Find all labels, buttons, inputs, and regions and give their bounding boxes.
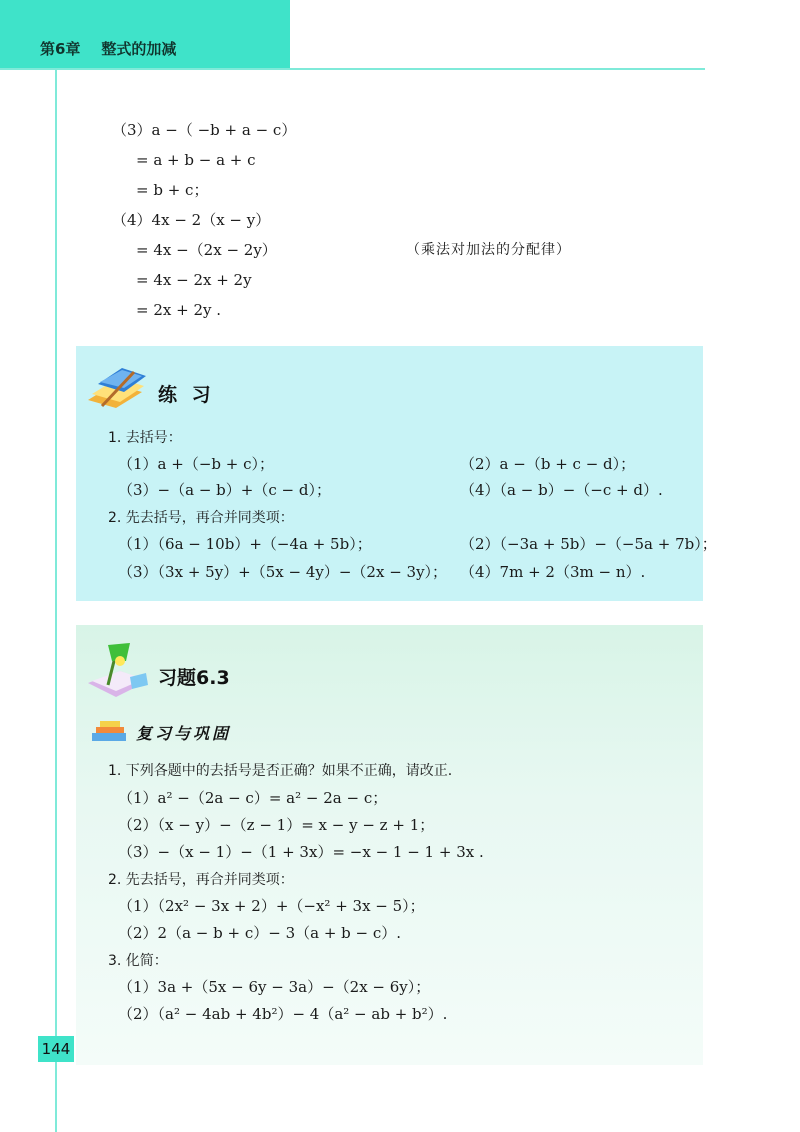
solution-line: = 4x −（2x − 2y） [136, 241, 277, 259]
practice-q2: 2. 先去括号，再合并同类项： [108, 510, 294, 526]
practice-q2-item: （1）（6a − 10b）+（−4a + 5b）； [118, 535, 372, 553]
solution-line: = a + b − a + c [136, 151, 256, 169]
practice-q2-item: （3）（3x + 5y）+（5x − 4y）−（2x − 3y）； [118, 563, 448, 581]
chapter-title [40, 38, 176, 59]
exercise-q1: 1. 下列各题中的去括号是否正确？如果不正确，请改正. [108, 763, 453, 779]
books-icon [84, 362, 148, 412]
practice-q1-item: （2）a −（b + c − d）； [460, 455, 636, 473]
exercise-section [76, 625, 703, 1065]
review-books-icon [90, 719, 130, 743]
exercise-q3-item: （1）3a +（5x − 6y − 3a）−（2x − 6y）； [118, 978, 431, 996]
practice-q1: 1. 去括号： [108, 430, 182, 446]
exercise-q3-item: （2）（a² − 4ab + 4b²）− 4（a² − ab + b²）. [118, 1005, 448, 1023]
solution-line: （4）4x − 2（x − y） [112, 211, 271, 229]
exercise-q1-item: （2）（x − y）−（z − 1）= x − y − z + 1； [118, 816, 435, 834]
chapter-number: 第6章 [40, 40, 81, 58]
exercise-q3: 3. 化简： [108, 953, 168, 969]
desk-lamp-icon [86, 641, 150, 701]
practice-q2-item: （4）7m + 2（3m − n）. [460, 563, 646, 581]
exercise-q2-item: （1）（2x² − 3x + 2）+（−x² + 3x − 5）； [118, 897, 425, 915]
exercise-q2: 2. 先去括号，再合并同类项： [108, 872, 294, 888]
chapter-name: 整式的加减 [101, 40, 177, 58]
solution-line: （3）a −（ −b + a − c） [112, 121, 297, 139]
review-subtitle: 复习与巩固 [136, 724, 232, 743]
solution-line: = 4x − 2x + 2y [136, 271, 252, 289]
exercise-q2-item: （2）2（a − b + c）− 3（a + b − c）. [118, 924, 402, 942]
page-number: 144 [38, 1036, 74, 1062]
practice-q1-item: （3）−（a − b）+（c − d）； [118, 481, 331, 499]
header-divider [0, 68, 705, 70]
margin-divider [55, 70, 57, 1132]
exercise-q1-item: （1）a² −（2a − c）= a² − 2a − c； [118, 789, 388, 807]
practice-q1-item: （1）a +（−b + c）； [118, 455, 274, 473]
practice-title: 练 习 [158, 384, 215, 406]
distributive-note: （乘法对加法的分配律） [406, 242, 571, 258]
practice-section [76, 346, 717, 601]
chapter-header-tab [0, 0, 290, 70]
exercise-title: 习题6.3 [158, 667, 230, 689]
practice-q1-item: （4）（a − b）−（−c + d）. [460, 481, 663, 499]
practice-q2-item: （2）（−3a + 5b）−（−5a + 7b）； [460, 535, 717, 553]
exercise-q1-item: （3）−（x − 1）−（1 + 3x）= −x − 1 − 1 + 3x . [118, 843, 484, 861]
solution-line: = 2x + 2y . [136, 301, 221, 319]
solution-line: = b + c； [136, 181, 209, 199]
